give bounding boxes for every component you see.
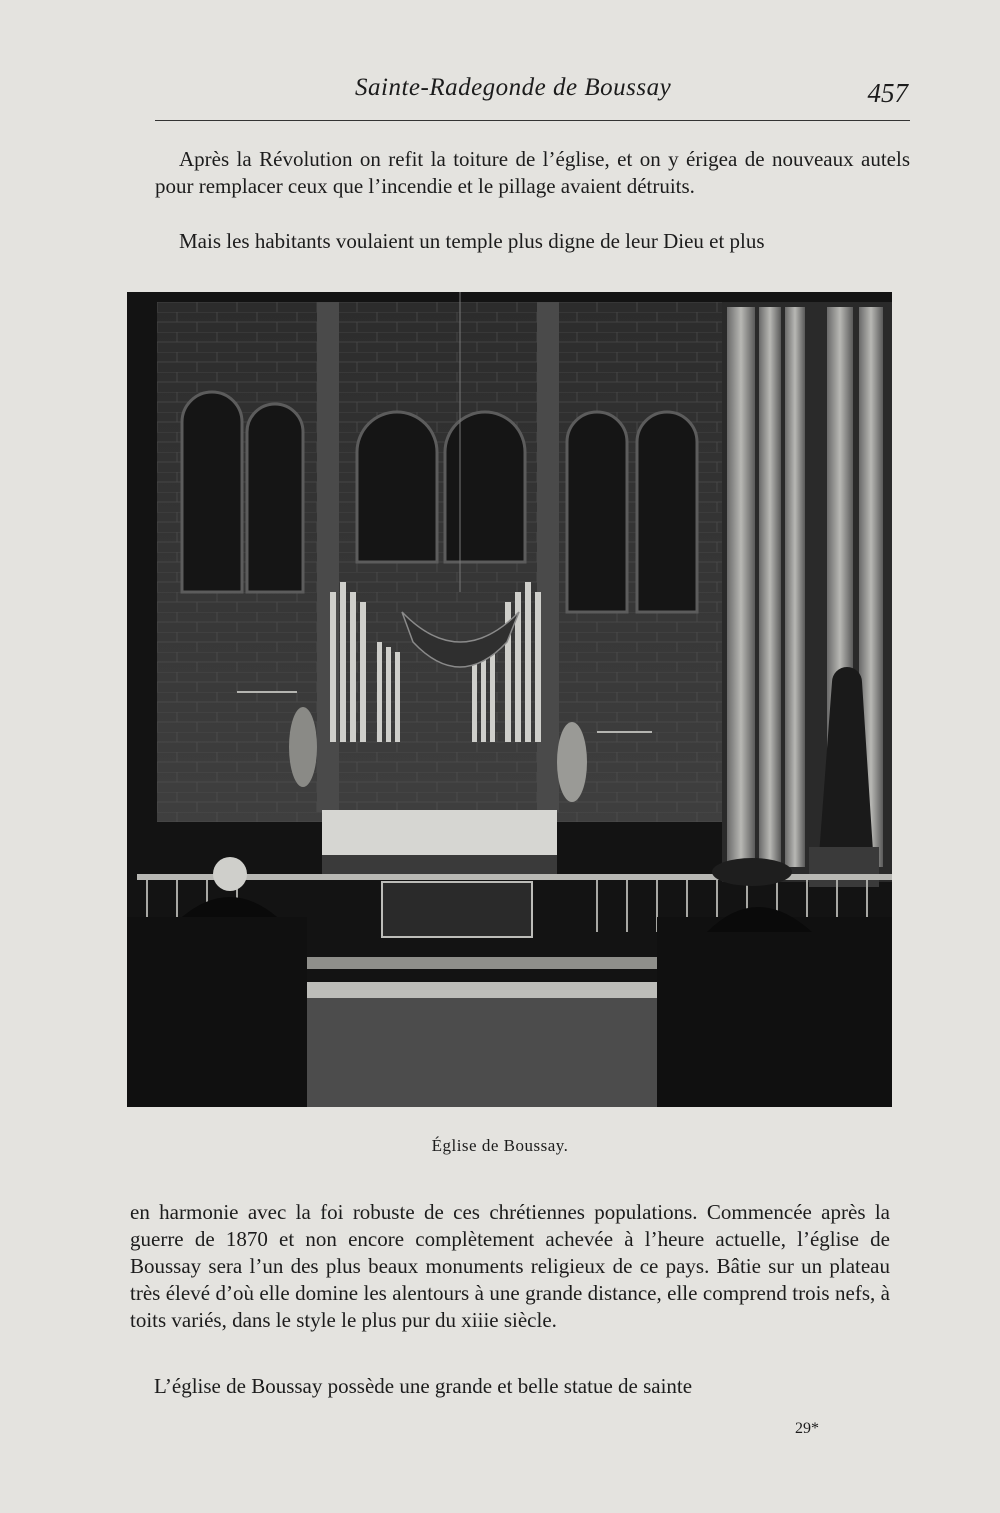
body-paragraph-1: Après la Révolution on refit la toiture de l’église, et on y érigea de nouveaux autels pour remplacer ceux que l’incendie et le pillage avaient détruits. [155, 147, 910, 198]
running-title: Sainte-Radegonde de Boussay [355, 74, 672, 101]
figure-caption: Église de Boussay. [431, 1136, 569, 1155]
body-paragraph-2: Mais les habitants voulaient un temple plus digne de leur Dieu et plus [179, 229, 765, 253]
page-number: 457 [867, 78, 908, 108]
signature-mark: 29* [795, 1420, 819, 1437]
body-paragraph-3: en harmonie avec la foi robuste de ces chrétiennes populations. Commencée après la guerre de 1870 et non encore complètement achevée à l’heure actuelle, l’église de Boussay sera l’un des plus beaux monuments religieux de ce pays. Bâtie sur un plateau très élevé d’où elle domine les alentours à une grande distance, elle comprend trois nefs, à toits variés, dans le style le plus pur du xiiie siècle. [130, 1200, 890, 1332]
church-interior-photograph [127, 292, 892, 1107]
running-header [155, 70, 910, 121]
body-paragraph-4: L’église de Boussay possède une grande et belle statue de sainte [154, 1374, 693, 1398]
